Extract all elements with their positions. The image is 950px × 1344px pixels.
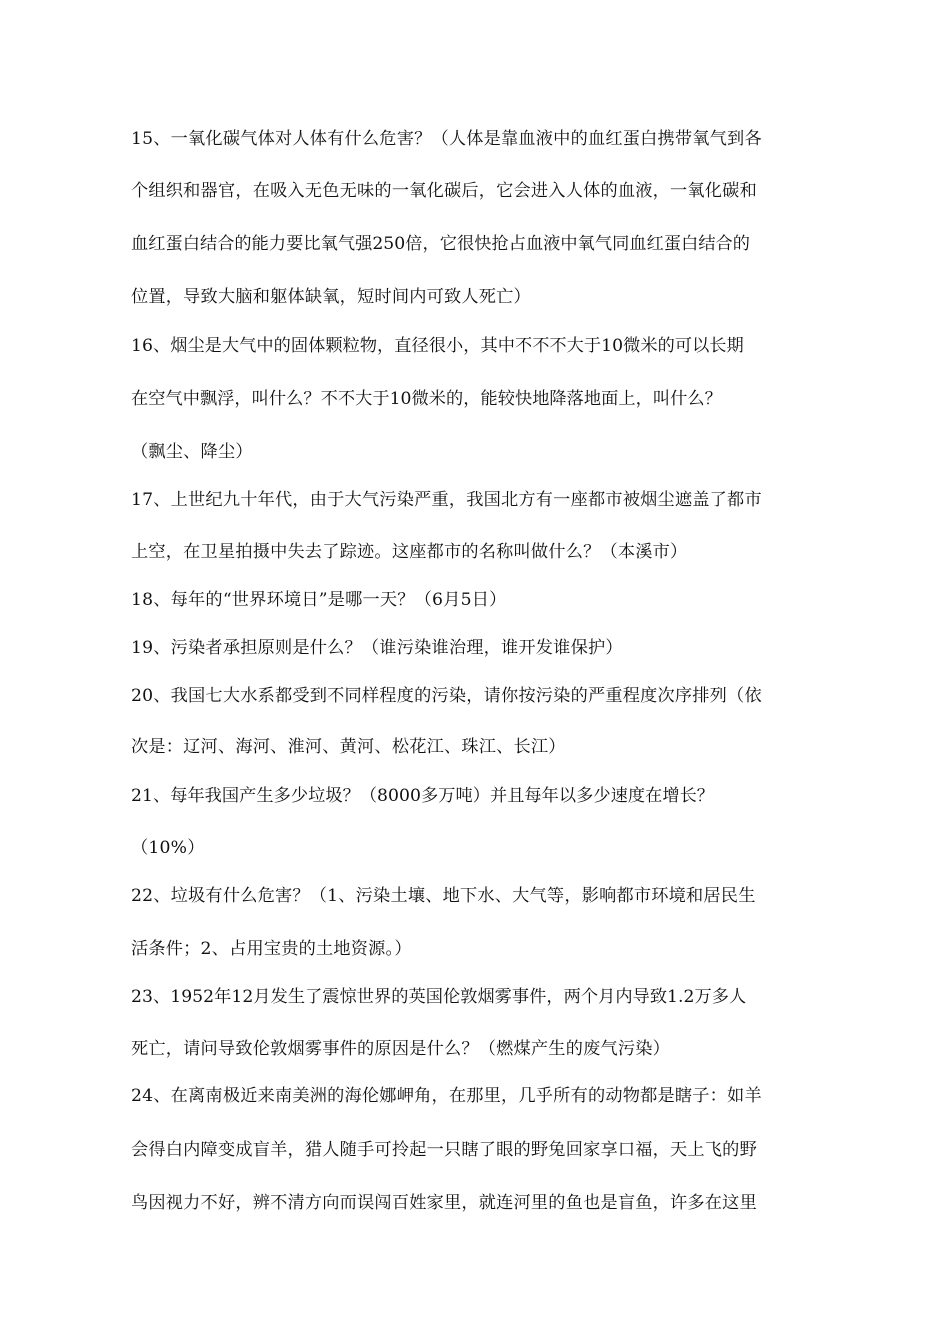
- text-line-14: 21、每年我国产生多少垃圾？（8000多万吨）并且每年以多少速度在增长？: [131, 786, 715, 806]
- text-line-20: 24、在离南极近来南美洲的海伦娜岬角，在那里，几乎所有的动物都是瞎子：如羊: [131, 1086, 762, 1106]
- text-line-7: （飘尘、降尘）: [131, 442, 253, 462]
- text-line-15: （10%）: [131, 838, 205, 858]
- text-line-6: 在空气中飘浮，叫什么？不不大于10微米的，能较快地降落地面上，叫什么？: [131, 389, 722, 409]
- text-line-21: 会得白内障变成盲羊，猎人随手可拎起一只瞎了眼的野兔回家享口福，天上飞的野: [131, 1140, 757, 1160]
- text-line-9: 上空，在卫星拍摄中失去了踪迹。这座都市的名称叫做什么？（本溪市）: [131, 542, 688, 562]
- text-line-2: 个组织和器官，在吸入无色无味的一氧化碳后，它会进入人体的血液，一氧化碳和: [131, 181, 757, 201]
- text-line-10: 18、每年的“世界环境日”是哪一天？（6月5日）: [131, 590, 507, 610]
- text-line-12: 20、我国七大水系都受到不同样程度的污染，请你按污染的严重程度次序排列（依: [131, 686, 762, 706]
- text-line-4: 位置，导致大脑和躯体缺氧，短时间内可致人死亡）: [131, 287, 531, 307]
- text-line-19: 死亡，请问导致伦敦烟雾事件的原因是什么？（燃煤产生的废气污染）: [131, 1039, 671, 1059]
- text-line-18: 23、1952年12月发生了震惊世界的英国伦敦烟雾事件，两个月内导致1.2万多人: [131, 987, 747, 1007]
- text-line-16: 22、垃圾有什么危害？（1、污染土壤、地下水、大气等，影响都市环境和居民生: [131, 886, 756, 906]
- text-line-22: 鸟因视力不好，辨不清方向而误闯百姓家里，就连河里的鱼也是盲鱼，许多在这里: [131, 1193, 757, 1213]
- text-line-17: 活条件；2、占用宝贵的土地资源。）: [131, 939, 412, 959]
- text-line-1: 15、一氧化碳气体对人体有什么危害？（人体是靠血液中的血红蛋白携带氧气到各: [131, 129, 762, 149]
- text-line-3: 血红蛋白结合的能力要比氧气强250倍，它很快抢占血液中氧气同血红蛋白结合的: [131, 234, 751, 254]
- text-line-8: 17、上世纪九十年代，由于大气污染严重，我国北方有一座都市被烟尘遮盖了都市: [131, 490, 762, 510]
- text-line-5: 16、烟尘是大气中的固体颗粒物，直径很小，其中不不不大于10微米的可以长期: [131, 336, 744, 356]
- text-line-11: 19、污染者承担原则是什么？（谁污染谁治理，谁开发谁保护）: [131, 638, 623, 658]
- text-line-13: 次是：辽河、海河、淮河、黄河、松花江、珠江、长江）: [131, 737, 566, 757]
